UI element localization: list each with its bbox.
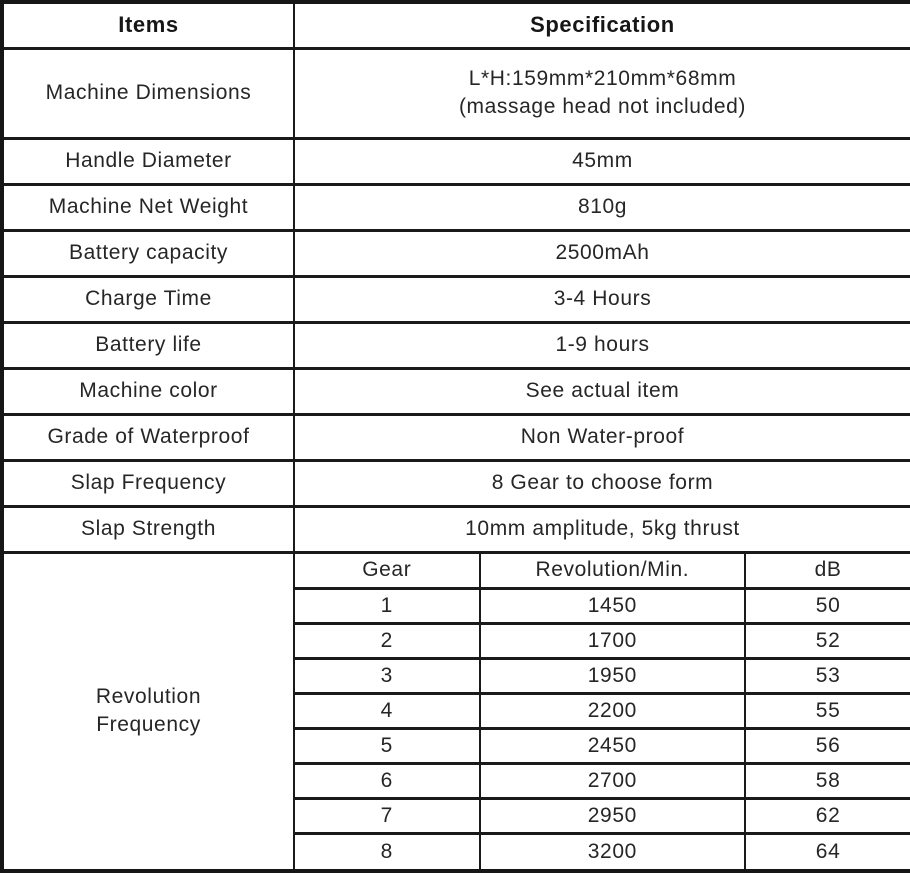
gear-rpm: 1950 — [480, 659, 746, 694]
item-line-1: Revolution — [95, 684, 202, 708]
item-cell: Battery capacity — [2, 230, 294, 276]
gear-row-7 — [295, 799, 910, 834]
table-row-charge-time — [2, 276, 910, 322]
gear-rpm: 1450 — [480, 589, 746, 624]
gear-number: 7 — [295, 799, 480, 834]
spec-cell: 3-4 Hours — [294, 276, 910, 322]
gear-row-4 — [295, 694, 910, 729]
table-row-grade-of-waterproof — [2, 414, 910, 460]
item-cell: Grade of Waterproof — [2, 414, 294, 460]
gear-rpm: 3200 — [480, 834, 746, 869]
gear-row-3 — [295, 659, 910, 694]
gear-db: 50 — [745, 589, 910, 624]
spec-cell — [294, 48, 910, 138]
item-cell: Slap Frequency — [2, 460, 294, 506]
gear-number: 1 — [295, 589, 480, 624]
gear-rpm: 2700 — [480, 764, 746, 799]
gear-rpm: 2200 — [480, 694, 746, 729]
table-row-machine-net-weight — [2, 184, 910, 230]
item-cell: Charge Time — [2, 276, 294, 322]
gear-number: 4 — [295, 694, 480, 729]
gear-row-2 — [295, 624, 910, 659]
item-cell-revolution-frequency — [2, 552, 294, 871]
gear-table — [295, 554, 910, 870]
table-row-slap-strength — [2, 506, 910, 552]
table-row-machine-color — [2, 368, 910, 414]
spec-cell: 810g — [294, 184, 910, 230]
gear-db: 56 — [745, 729, 910, 764]
item-cell: Battery life — [2, 322, 294, 368]
gear-db: 58 — [745, 764, 910, 799]
gear-number: 8 — [295, 834, 480, 869]
spec-cell: Non Water-proof — [294, 414, 910, 460]
gear-header-row — [295, 554, 910, 589]
item-cell: Machine color — [2, 368, 294, 414]
gear-rpm: 1700 — [480, 624, 746, 659]
table-row-revolution-frequency — [2, 552, 910, 871]
spec-line-1: L*H:159mm*210mm*68mm — [468, 66, 737, 90]
gear-rpm: 2950 — [480, 799, 746, 834]
gear-number: 6 — [295, 764, 480, 799]
gear-db: 64 — [745, 834, 910, 869]
item-line-2: Frequency — [96, 713, 201, 737]
gear-db: 53 — [745, 659, 910, 694]
item-cell: Machine Dimensions — [2, 48, 294, 138]
gear-number: 3 — [295, 659, 480, 694]
spec-cell: 45mm — [294, 138, 910, 184]
gear-row-1 — [295, 589, 910, 624]
header-items-cell: Items — [2, 2, 294, 48]
spec-cell: 1-9 hours — [294, 322, 910, 368]
gear-table-cell — [294, 552, 910, 871]
gear-number: 5 — [295, 729, 480, 764]
gear-row-5 — [295, 729, 910, 764]
spec-cell: 2500mAh — [294, 230, 910, 276]
gear-header-db: dB — [745, 554, 910, 589]
gear-db: 62 — [745, 799, 910, 834]
header-specification-cell: Specification — [294, 2, 910, 48]
spec-cell: 10mm amplitude, 5kg thrust — [294, 506, 910, 552]
gear-row-8 — [295, 834, 910, 869]
gear-db: 55 — [745, 694, 910, 729]
gear-rpm: 2450 — [480, 729, 746, 764]
table-row-battery-capacity — [2, 230, 910, 276]
gear-number: 2 — [295, 624, 480, 659]
spec-cell: See actual item — [294, 368, 910, 414]
table-row-slap-frequency — [2, 460, 910, 506]
spec-cell: 8 Gear to choose form — [294, 460, 910, 506]
table-header-row — [2, 2, 910, 48]
gear-db: 52 — [745, 624, 910, 659]
item-cell: Slap Strength — [2, 506, 294, 552]
item-cell: Handle Diameter — [2, 138, 294, 184]
table-row-battery-life — [2, 322, 910, 368]
spec-line-2: (massage head not included) — [458, 95, 747, 118]
item-cell: Machine Net Weight — [2, 184, 294, 230]
gear-row-6 — [295, 764, 910, 799]
table-row-machine-dimensions — [2, 48, 910, 138]
table-row-handle-diameter — [2, 138, 910, 184]
gear-header-gear: Gear — [295, 554, 480, 589]
gear-header-rpm: Revolution/Min. — [480, 554, 746, 589]
